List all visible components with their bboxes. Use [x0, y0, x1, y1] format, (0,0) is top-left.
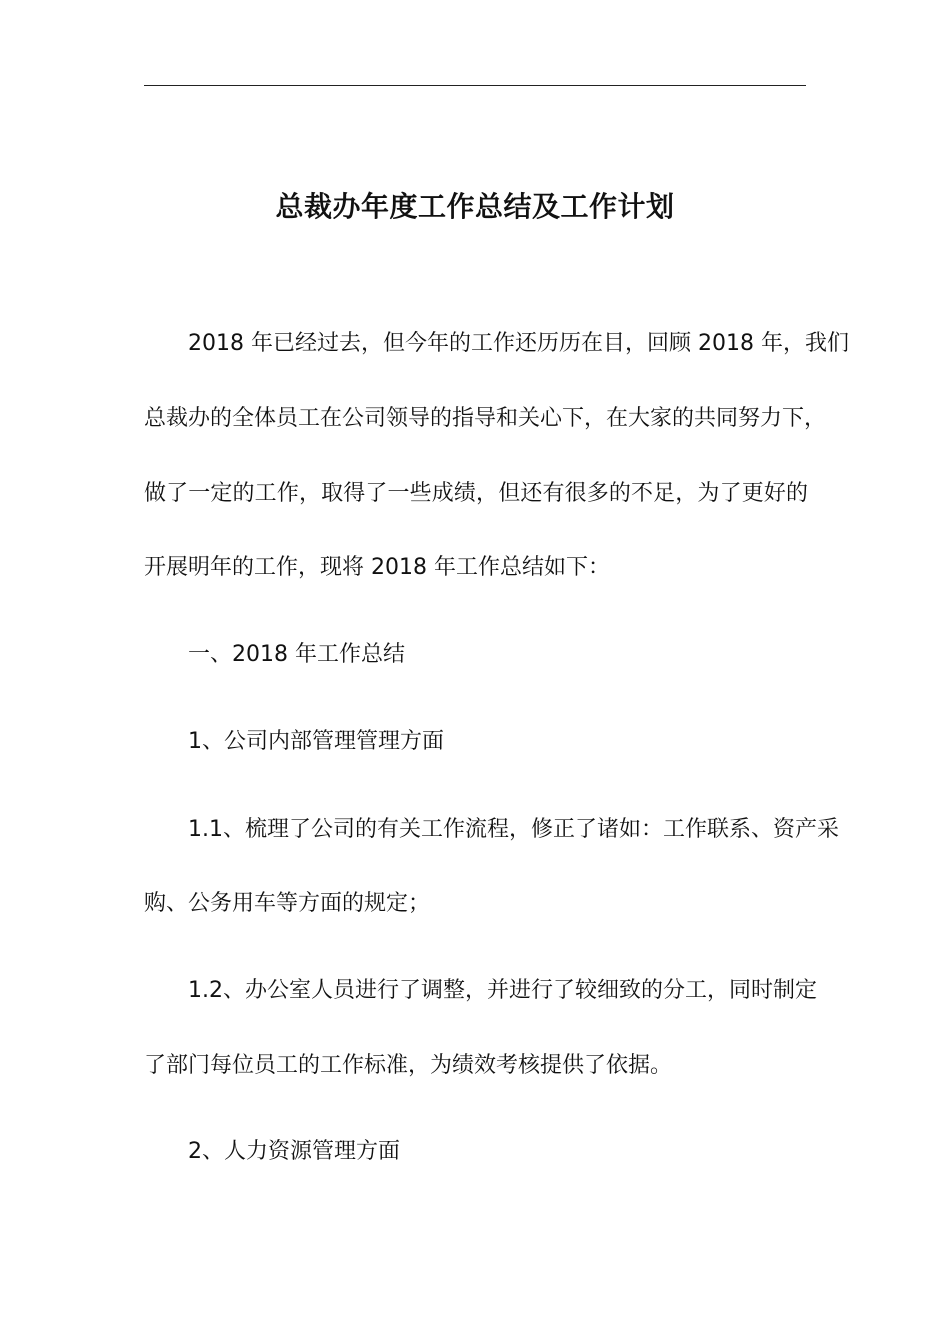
subsection-heading: 1、公司内部管理管理方面 — [188, 729, 444, 754]
paragraph-line: 开展明年的工作，现将 2018 年工作总结如下： — [144, 555, 610, 580]
section-heading: 一、2018 年工作总结 — [188, 642, 405, 667]
paragraph-line: 做了一定的工作，取得了一些成绩，但还有很多的不足，为了更好的 — [144, 481, 808, 506]
paragraph-line: 购、公务用车等方面的规定； — [144, 891, 431, 916]
subsection-heading: 2、人力资源管理方面 — [188, 1139, 400, 1164]
paragraph-line: 2018 年已经过去，但今年的工作还历历在目，回顾 2018 年，我们 — [188, 331, 849, 356]
paragraph-line: 了部门每位员工的工作标准，为绩效考核提供了依据。 — [144, 1053, 673, 1078]
paragraph-line: 1.2、办公室人员进行了调整，并进行了较细致的分工，同时制定 — [188, 978, 817, 1003]
header-rule — [144, 85, 806, 86]
paragraph-line: 1.1、梳理了公司的有关工作流程，修正了诸如：工作联系、资产采 — [188, 817, 839, 842]
paragraph-line: 总裁办的全体员工在公司领导的指导和关心下，在大家的共同努力下， — [144, 406, 827, 431]
document-title: 总裁办年度工作总结及工作计划 — [275, 190, 675, 223]
